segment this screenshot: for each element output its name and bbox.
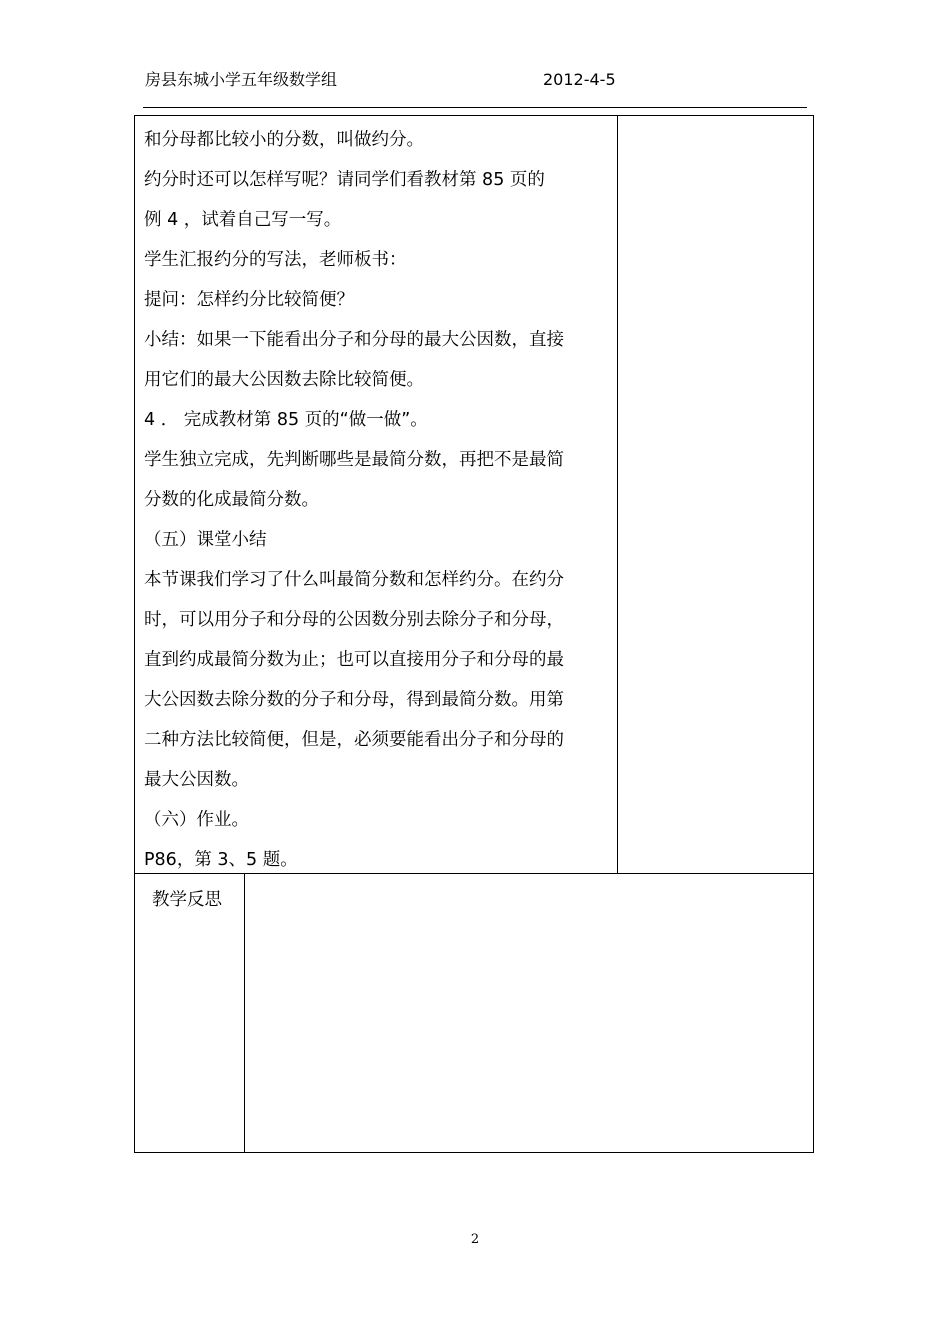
lesson-line: 直到约成最简分数为止；也可以直接用分子和分母的最	[144, 650, 564, 670]
header-school: 房县东城小学五年级数学组	[145, 70, 338, 89]
page-number: 2	[470, 1232, 480, 1247]
header-divider	[143, 107, 807, 108]
lesson-line: 4 ． 完成教材第 85 页的“做一做”。	[144, 410, 428, 430]
lesson-line: 和分母都比较小的分数，叫做约分。	[144, 130, 424, 150]
lesson-line: 约分时还可以怎样写呢？请同学们看教材第 85 页的	[144, 170, 545, 190]
lesson-line: 最大公因数。	[144, 770, 249, 790]
reflection-label: 教学反思	[152, 890, 222, 910]
lesson-line: 二种方法比较简便，但是，必须要能看出分子和分母的	[144, 730, 564, 750]
lesson-line: 本节课我们学习了什么叫最简分数和怎样约分。在约分	[144, 570, 564, 590]
lesson-line: P86，第 3、5 题。	[144, 850, 298, 870]
lesson-line: 大公因数去除分数的分子和分母，得到最简分数。用第	[144, 690, 564, 710]
lesson-line: 学生独立完成，先判断哪些是最简分数，再把不是最简	[144, 450, 564, 470]
lesson-line: 用它们的最大公因数去除比较简便。	[144, 370, 424, 390]
lesson-line: 小结：如果一下能看出分子和分母的最大公因数，直接	[144, 330, 564, 350]
section-heading: （六）作业。	[144, 810, 249, 830]
lesson-line: 学生汇报约分的写法，老师板书：	[144, 250, 407, 270]
lesson-line: 分数的化成最简分数。	[144, 490, 319, 510]
lesson-line: 例 4 ，试着自己写一写。	[144, 210, 342, 230]
lesson-content	[144, 120, 614, 880]
table-column-divider	[617, 115, 618, 874]
section-heading: （五）课堂小结	[144, 530, 267, 550]
reflection-column-divider	[244, 873, 245, 1153]
header-date: 2012-4-5	[543, 70, 616, 89]
lesson-line: 提问：怎样约分比较简便？	[144, 290, 354, 310]
lesson-line: 时，可以用分子和分母的公因数分别去除分子和分母，	[144, 610, 564, 630]
